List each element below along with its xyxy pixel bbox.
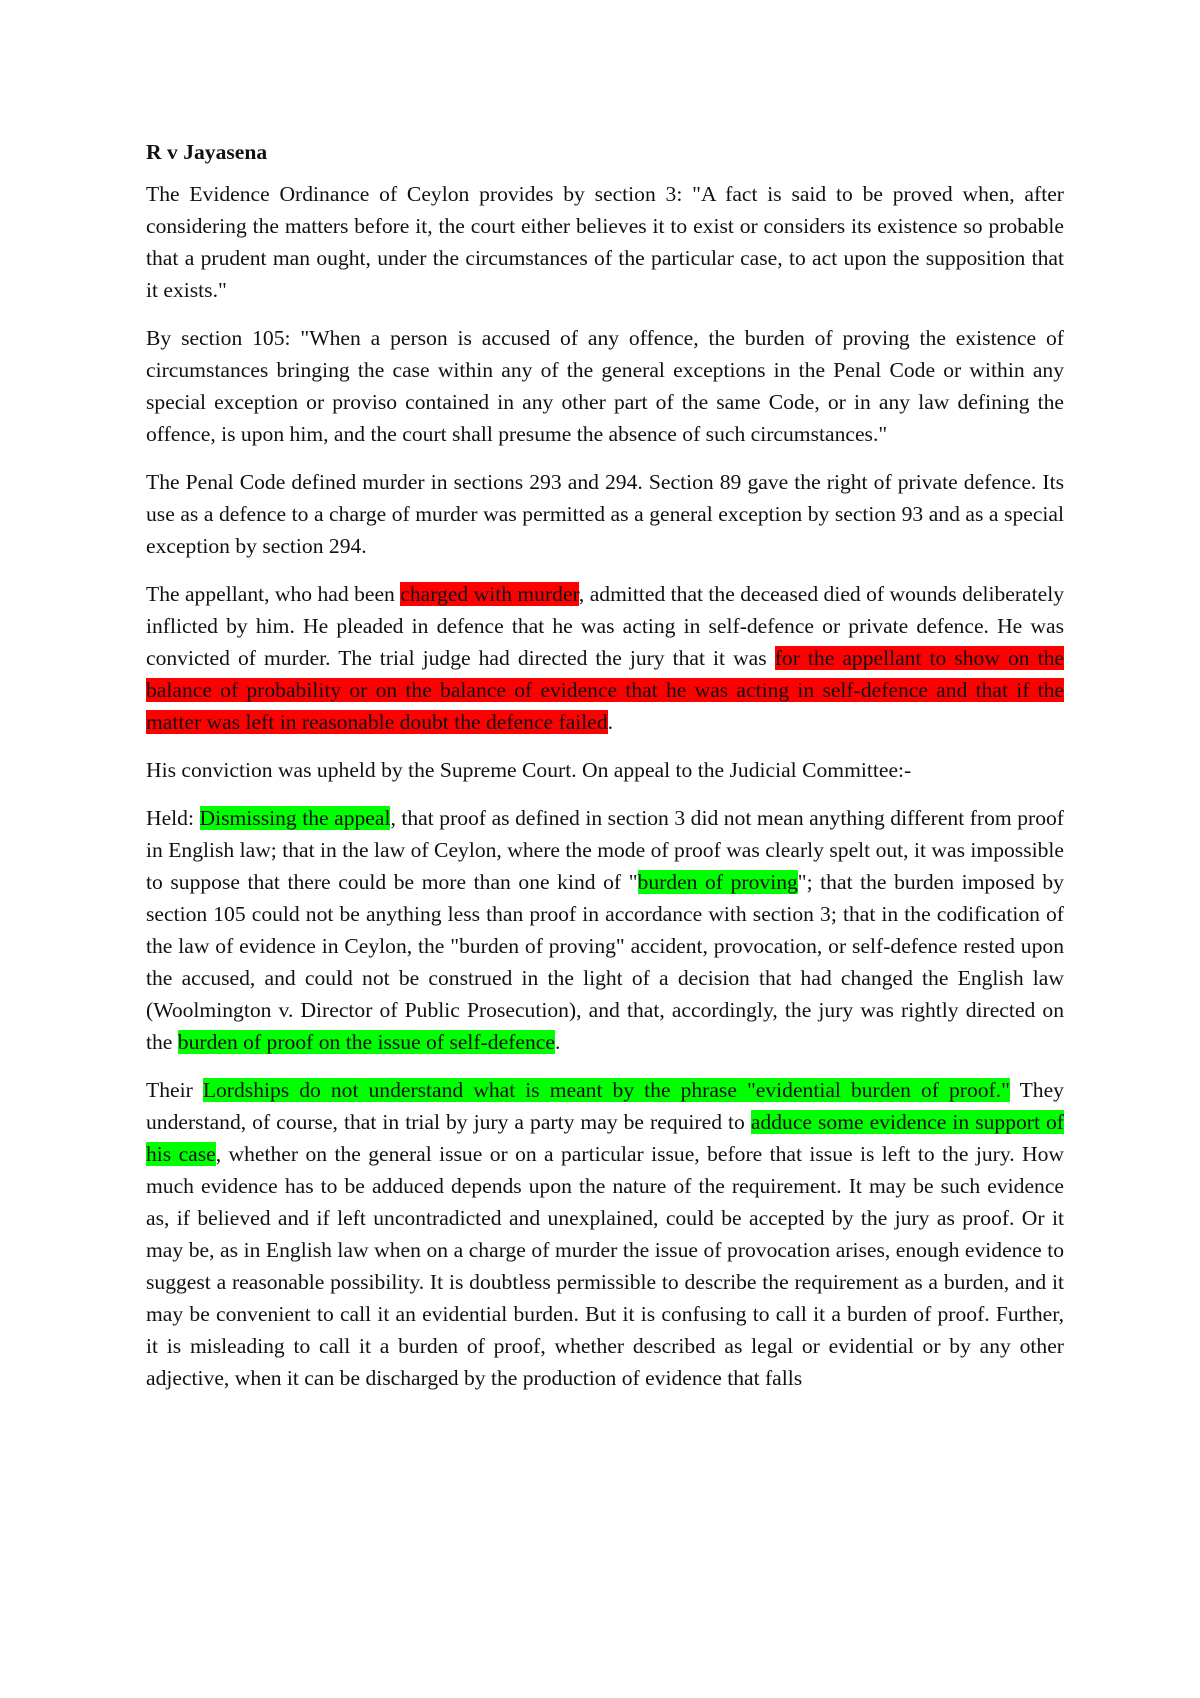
text-run: .	[607, 710, 614, 734]
paragraph-held	[146, 802, 1064, 1058]
text-run: , that proof as defined in section 3 did not mean anything different from proof in English law; that in the law of Ceylon, where the mode of proof was clearly spelt out, it was impossible to suppose that there could be more than one kind of "	[146, 806, 1064, 894]
paragraph-penal-code: The Penal Code defined murder in sections 293 and 294. Section 89 gave the right of private defence. Its use as a defence to a charge of murder was permitted as a general exception by section 93 and as a special exception by section 294.	[146, 470, 1064, 558]
highlight-green-burden-of-proving: burden of proving	[637, 870, 798, 894]
text-run: , admitted that the deceased died of wounds deliberately inflicted by him. He pleaded in defence that he was acting in self-defence or private defence. He was convicted of murder. The trial judge had directed the jury that it was	[146, 582, 1065, 670]
text-run: They understand, of course, that in trial by jury a party may be required to	[146, 1078, 1064, 1134]
highlight-red-jury-direction: for the appellant to show on the balance of probability or on the balance of evidence that he was acting in self-defence and that if the matter was left in reasonable doubt the defence failed	[146, 646, 1064, 734]
paragraph-lordships	[146, 1074, 1064, 1394]
paragraph-appellant	[146, 578, 1064, 738]
paragraph-section-105: By section 105: "When a person is accused of any offence, the burden of proving the existence of circumstances bringing the case within any of the general exceptions in the Penal Code or within any special exception or proviso contained in any other part of the same Code, or in any law defining the offence, is upon him, and the court shall presume the absence of such circumstances."	[146, 326, 1064, 446]
highlight-green-dismissing-appeal: Dismissing the appeal	[199, 806, 391, 830]
highlight-green-evidential-burden: Lordships do not understand what is meant by the phrase "evidential burden of proof."	[202, 1078, 1010, 1102]
paragraph-conviction-upheld: His conviction was upheld by the Supreme Court. On appeal to the Judicial Committee:-	[146, 758, 912, 782]
highlight-red-charged-with-murder: charged with murder	[400, 582, 579, 606]
text-run: Their	[146, 1078, 203, 1102]
text-run: , whether on the general issue or on a particular issue, before that issue is left to the jury. How much evidence has to be adduced depends upon the nature of the requirement. It may be such evidence as, if believed and if left uncontradicted and unexplained, could be accepted by the jury as proof. Or it may be, as in English law when on a charge of murder the issue of provocation arises, enough evidence to suggest a reasonable possibility. It is doubtless permissible to describe the requirement as a burden, and it may be convenient to call it an evidential burden. But it is confusing to call it a burden of proof. Further, it is misleading to call it a burden of proof, whether described as legal or evidential or by any other adjective, when it can be discharged by the production of evidence that falls	[146, 1142, 1064, 1390]
text-run: The appellant, who had been	[146, 582, 401, 606]
document-page	[146, 136, 1064, 1410]
text-run: .	[554, 1030, 561, 1054]
highlight-green-burden-self-defence: burden of proof on the issue of self-defence	[177, 1030, 555, 1054]
highlight-green-adduce-evidence: adduce some evidence in support of his case	[146, 1110, 1064, 1166]
text-run: Held:	[146, 806, 200, 830]
text-run: "; that the burden imposed by section 105 could not be anything less than proof in accordance with section 3; that in the codification of the law of evidence in Ceylon, the "burden of proving" accident, provocation, or self-defence rested upon the accused, and could not be construed in the light of a decision that had changed the English law (Woolmington v. Director of Public Prosecution), and that, accordingly, the jury was rightly directed on the	[146, 870, 1064, 1054]
case-title: R v Jayasena	[146, 140, 268, 164]
paragraph-section-3: The Evidence Ordinance of Ceylon provides by section 3: "A fact is said to be proved when, after considering the matters before it, the court either believes it to exist or considers its existence so probable that a prudent man ought, under the circumstances of the particular case, to act upon the supposition that it exists."	[146, 182, 1064, 302]
